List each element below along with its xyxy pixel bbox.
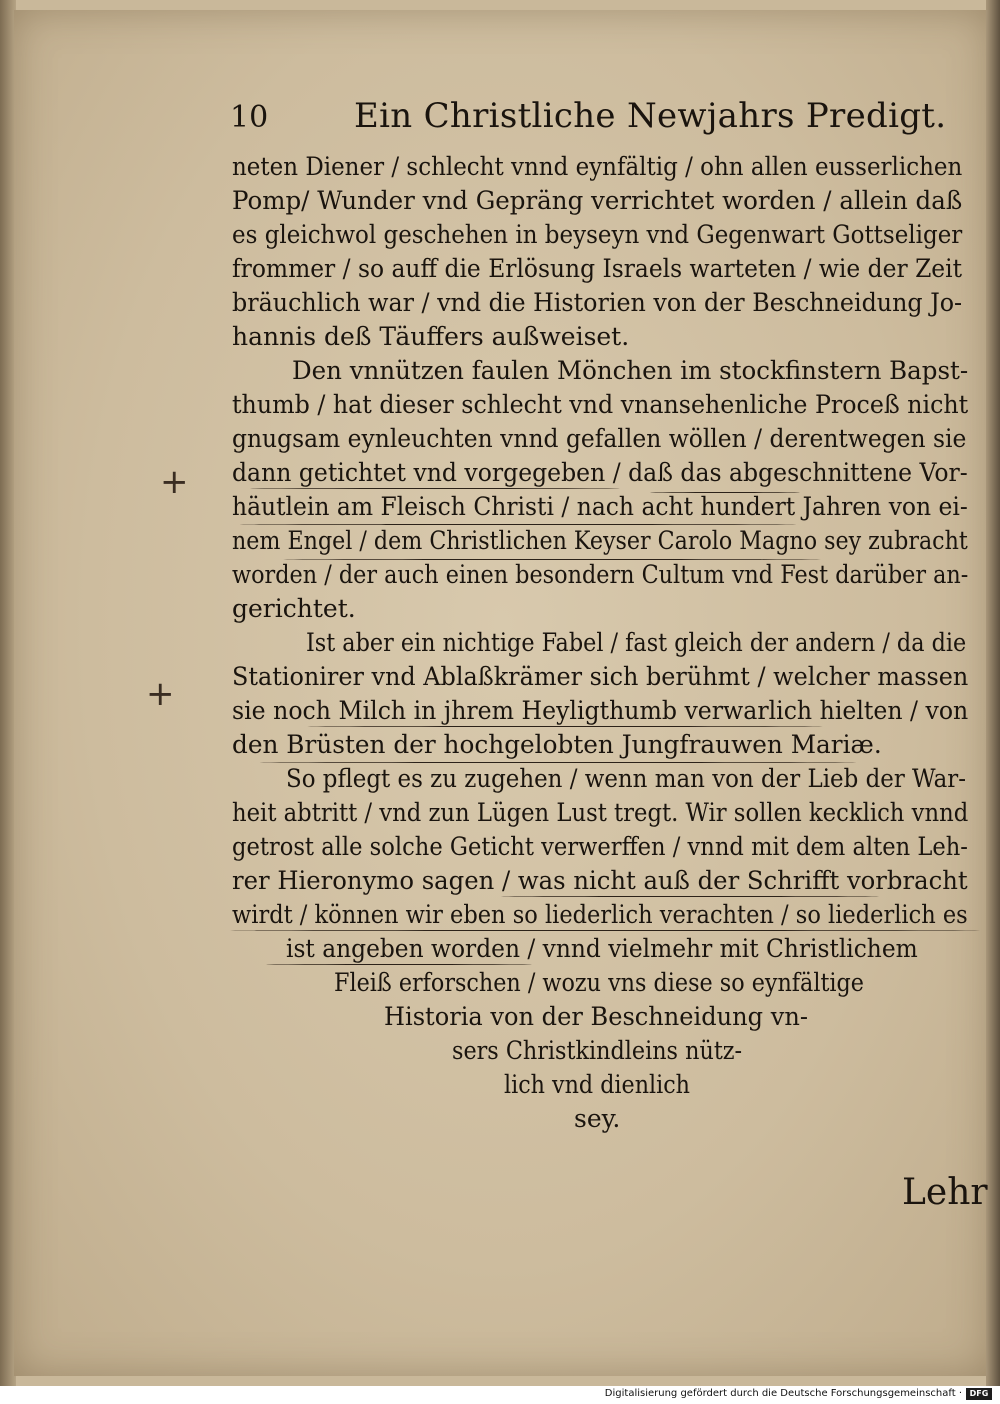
text-line: Stationirer vnd Ablaßkrämer sich berühmt / welcher massen — [232, 662, 969, 691]
text-line: es gleichwol geschehen in beyseyn vnd Gegenwart Gottseliger — [232, 220, 963, 249]
text-line: nem Engel / dem Christlichen Keyser Carolo Magno sey zubracht — [232, 526, 968, 555]
margin-mark: + — [160, 462, 189, 502]
text-line: sey. — [574, 1104, 621, 1133]
text-line: Historia von der Beschneidung vn- — [384, 1002, 808, 1031]
text-line: Fleiß erforschen / wozu vns diese so eynfältige — [334, 968, 864, 997]
handwritten-underline — [250, 488, 620, 489]
handwritten-underline — [282, 559, 822, 560]
text-line: häutlein am Fleisch Christi / nach acht hundert Jahren von ei- — [232, 492, 968, 521]
text-line: sie noch Milch in jhrem Heyligthumb verwarlich hielten / von — [232, 696, 969, 725]
text-line: Den vnnützen faulen Mönchen im stockfinstern Bapst- — [292, 356, 969, 385]
margin-mark: + — [146, 674, 175, 714]
text-line: bräuchlich war / vnd die Historien von der Beschneidung Jo- — [232, 288, 963, 317]
text-line: heit abtritt / vnd zun Lügen Lust tregt. Wir sollen kecklich vnnd — [232, 798, 969, 827]
handwritten-underline — [650, 492, 800, 493]
text-line: ist angeben worden / vnnd vielmehr mit Christlichem — [286, 934, 918, 963]
text-line: So pflegt es zu zugehen / wenn man von der Lieb der War- — [286, 764, 967, 793]
funding-credit: Digitalisierung gefördert durch die Deutsche Forschungsgemeinschaft · — [604, 1388, 962, 1399]
catchword: Lehr — [902, 1172, 988, 1213]
text-line: worden / der auch einen besondern Cultum vnd Fest darüber an- — [232, 560, 969, 589]
handwritten-underline — [228, 930, 982, 931]
text-line: Pomp/ Wunder vnd Gepräng verrichtet worden / allein daß — [232, 186, 963, 215]
handwritten-underline — [238, 524, 798, 525]
text-line: thumb / hat dieser schlecht vnd vnansehenliche Proceß nicht — [232, 390, 969, 419]
handwritten-underline — [266, 964, 532, 965]
text-line: hannis deß Täuffers außweiset. — [232, 322, 630, 351]
handwritten-underline — [306, 726, 824, 727]
text-line: rer Hieronymo sagen / was nicht auß der Schrifft vorbracht — [232, 866, 968, 895]
text-line: den Brüsten der hochgelobten Jungfrauwen Mariæ. — [232, 730, 882, 759]
text-line: wirdt / können wir eben so liederlich verachten / so liederlich es — [232, 900, 968, 929]
text-line: Ist aber ein nichtige Fabel / fast gleich der andern / da die — [306, 628, 967, 657]
text-line: frommer / so auff die Erlösung Israels warteten / wie der Zeit — [232, 254, 963, 283]
text-line: getrost alle solche Geticht verwerffen / vnnd mit dem alten Leh- — [232, 832, 968, 861]
text-line: gnugsam eynleuchten vnnd gefallen wöllen / derentwegen sie — [232, 424, 967, 453]
dfg-logo: DFG — [966, 1388, 992, 1400]
page-number: 10 — [230, 100, 269, 135]
text-line: neten Diener / schlecht vnnd eynfältig / ohn allen eusserlichen — [232, 152, 963, 181]
page-fold-right — [986, 0, 1000, 1386]
text-line: lich vnd dienlich — [504, 1070, 690, 1099]
handwritten-underline — [258, 762, 858, 763]
handwritten-underline — [500, 896, 880, 897]
text-line: sers Christkindleins nütz- — [452, 1036, 743, 1065]
text-line: gerichtet. — [232, 594, 356, 623]
text-line: dann getichtet vnd vorgegeben / daß das abgeschnittene Vor- — [232, 458, 968, 487]
running-head-title: Ein Christliche Newjahrs Predigt. — [354, 96, 947, 136]
